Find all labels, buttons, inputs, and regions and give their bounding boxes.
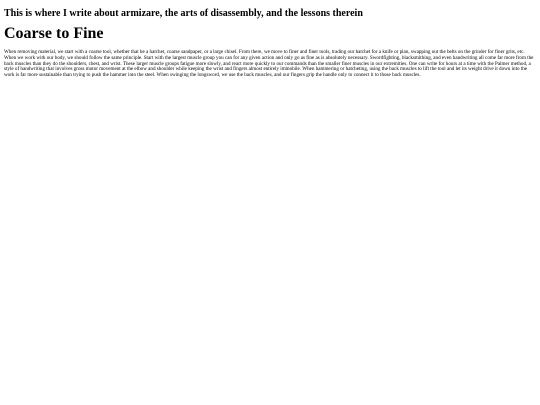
post-body: When removing material, we start with a coarse tool, whether that be a hatchet, coarse sandpaper, or a large chisel. From there, we move to finer and finer tools, trading our hatchet for a knife or plan, swapping out the belts on the grinder for finer grits, etc. When we work with our body, we should follow the same principle. Start with the largest muscle group you can for any given action and only go as fine as is absolutely necessary. Swordfighting, blacksmithing, and even handwriting all come far more from the back muscles than they do the shoulders, chest, and wrist. These larger muscle groups fatigue more slowly, and react more quickly to our commands than the smaller finer muscles in our extremities. One can write for hours at a time with the Palmer method, a style of handwriting that involves gross motor movement at the elbow and shoulder while keeping the wrist and fingers almost entirely immobile. When hammering or hatcheting, using the back muscles to lift the tool and let its weight drive it down into the work is far more sustainable than trying to push the hammer into the steel. When swinging the longsword, we use the back muscles, and our fingers grip the handle only to connect it to those back muscles. [4,49,534,79]
site-header: This is where I write about armizare, the arts of disassembly, and the lessons therein [4,8,363,19]
post-title: Coarse to Fine [4,25,104,42]
